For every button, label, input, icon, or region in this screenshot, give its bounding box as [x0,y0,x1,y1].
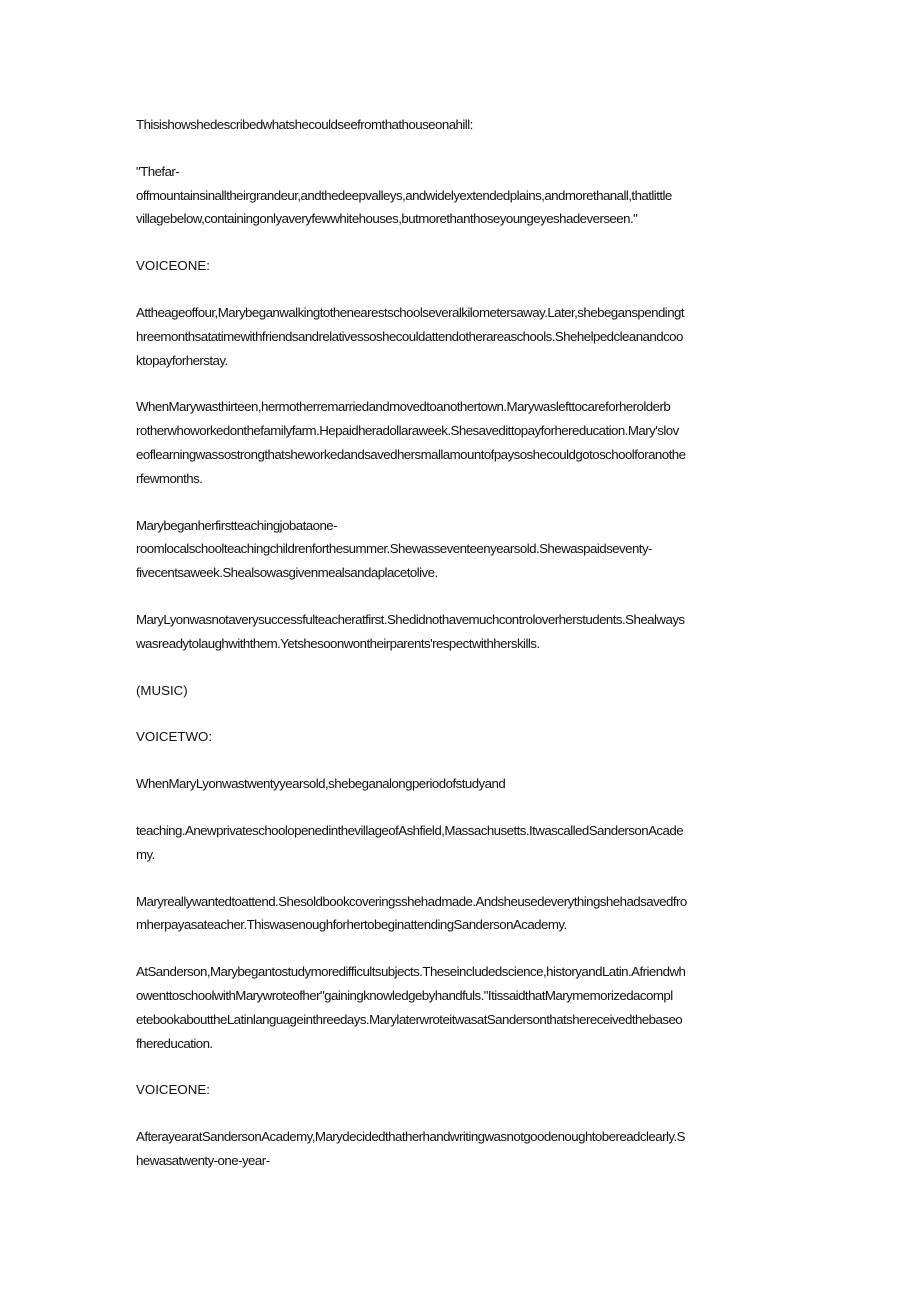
text-line: VOICETWO: [136,729,213,745]
paragraph-handwriting [136,1125,786,1173]
text-line: Maryreallywantedtoattend.Shesoldbookcoveringsshehadmade.Andsheusedeverythingshehadsavedfro [136,893,687,909]
text-line: VOICEONE: [136,1082,210,1098]
music-cue [136,679,786,703]
text-line: hreemonthsatatimewithfriendsandrelativessoshecouldattendotherareaschools.Shehelpedcleanandcoo [136,328,683,344]
document-body [136,113,786,1196]
text-line: owenttoschoolwithMarywroteofher"gainingknowledgebyhandfuls."ItissaidthatMarymemorizedacompl [136,987,673,1003]
paragraph-difficult-subjects [136,960,786,1055]
text-line: offmountainsinalltheirgrandeur,andthedeepvalleys,andwidelyextendedplains,andmorethanall,thatlittle [136,187,672,203]
text-line: AfterayearatSandersonAcademy,Marydecidedthatherhandwritingwasnotgoodenoughtobereadclearly.S [136,1129,685,1145]
paragraph-not-successful [136,608,786,656]
text-line: WhenMaryLyonwastwentyyearsold,shebeganalongperiodofstudyand [136,776,506,792]
speaker-heading-voice-one [136,254,786,278]
paragraph-school-age-four [136,301,786,372]
text-line: my. [136,846,155,862]
text-line: rfewmonths. [136,470,203,486]
speaker-heading-voice-one [136,1078,786,1102]
paragraph-sanderson-opened [136,819,786,867]
text-line: villagebelow,containingonlyaveryfewwhitehouses,butmorethanthoseyoungeyeshadeverseen." [136,211,638,227]
paragraph-intro [136,113,786,137]
text-line: hewasatwenty-one-year- [136,1152,270,1168]
text-line: eoflearningwassostrongthatsheworkedandsavedhersmallamountofpaysoshecouldgotoschoolforanothe [136,446,686,462]
text-line: fhereducation. [136,1035,213,1051]
text-line: fivecentsaweek.Shealsowasgivenmealsandaplacetolive. [136,565,438,581]
paragraph-age-thirteen [136,395,786,490]
speaker-heading-voice-two [136,725,786,749]
text-line: (MUSIC) [136,682,188,698]
paragraph-age-twenty [136,772,786,796]
text-line: rotherwhoworkedonthefamilyfarm.Hepaidheradollaraweek.Shesavedittopayforhereducation.Mary'slov [136,423,679,439]
text-line: "Thefar- [136,163,180,179]
text-line: MaryLyonwasnotaverysuccessfulteacheratfirst.Shedidnothavemuchcontroloverherstudents.Shealways [136,611,685,627]
text-line: VOICEONE: [136,258,210,274]
paragraph-wanted-to-attend [136,890,786,938]
text-line: Thisishowshedescribedwhatshecouldseefromthathouseonahill: [136,117,473,132]
text-line: wasreadytolaughwiththem.Yetshesoonwontheirparents'respectwithherskills. [136,635,540,651]
text-line: AtSanderson,Marybegantostudymoredifficultsubjects.Theseincludedscience,historyandLatin.Afriendwh [136,964,686,980]
text-line: Marybeganherfirstteachingjobataone- [136,517,338,533]
text-line: etebookabouttheLatinlanguageinthreedays.MarylaterwroteitwasatSandersonthatshereceivedthebaseo [136,1011,683,1027]
text-line: mherpayasateacher.ThiswasenoughforhertobeginattendingSandersonAcademy. [136,917,567,933]
text-line: teaching.AnewprivateschoolopenedinthevillageofAshfield,Massachusetts.ItwascalledSandersonAcade [136,822,684,838]
text-line: roomlocalschoolteachingchildrenforthesummer.Shewasseventeenyearsold.Shewaspaidseventy- [136,541,652,557]
text-line: WhenMarywasthirteen,hermotherremarriedandmovedtoanothertown.Marywaslefttocareforherolderb [136,399,671,415]
text-line: Attheageoffour,Marybeganwalkingtothenearestschoolseveralkilometersaway.Later,shebeganspendingt [136,304,685,320]
paragraph-quote [136,160,786,231]
text-line: ktopayforherstay. [136,352,228,368]
paragraph-first-teaching-job [136,514,786,585]
